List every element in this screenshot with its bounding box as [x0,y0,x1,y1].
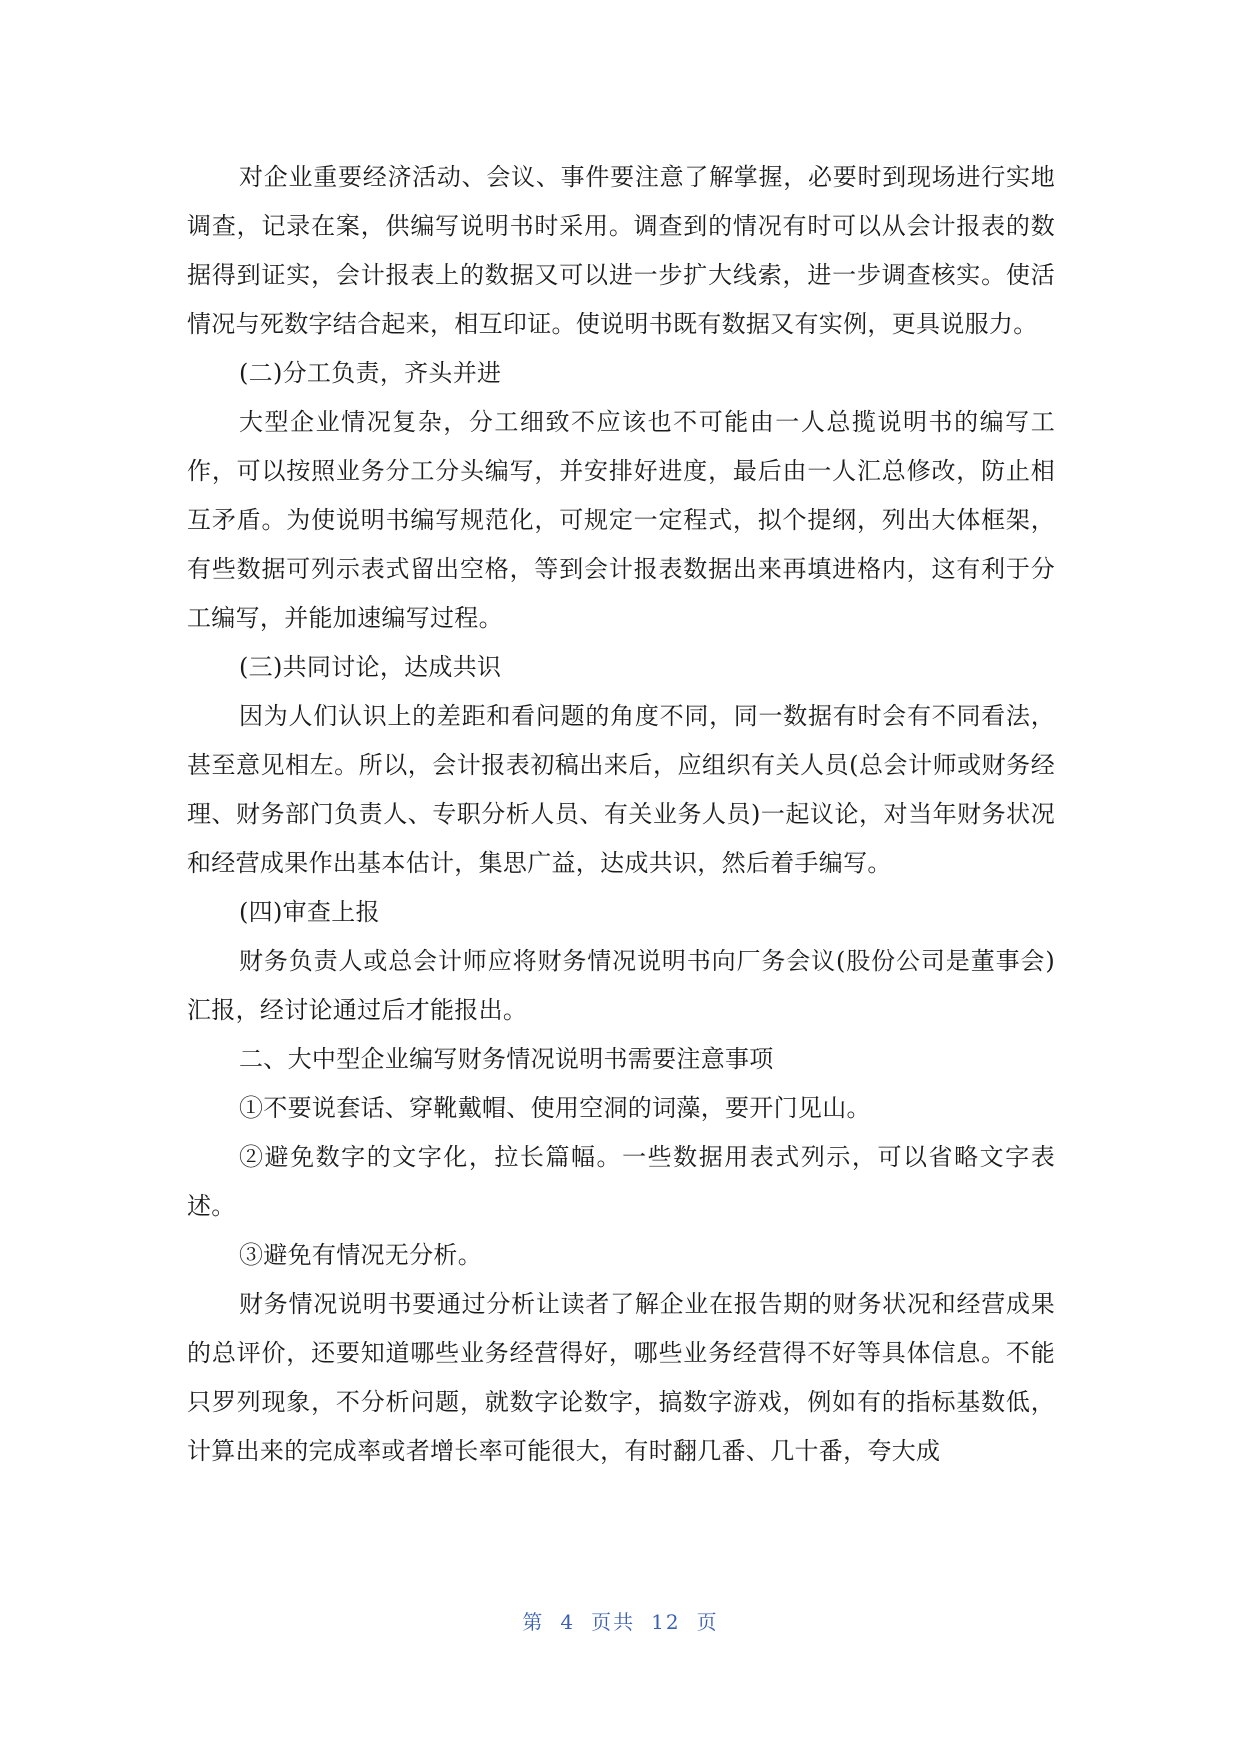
footer-current-page: 4 [560,1610,576,1634]
section-heading: (二)分工负责，齐头并进 [239,359,502,387]
list-item: ①不要说套话、穿靴戴帽、使用空洞的词藻，要开门见山。 [239,1094,871,1122]
section-heading: 二、大中型企业编写财务情况说明书需要注意事项 [239,1045,774,1073]
list-item: ②避免数字的文字化，拉长篇幅。一些数据用表式列示，可以省略文字表述。 [187,1143,1055,1220]
section-heading: (四)审查上报 [239,898,380,926]
paragraph: 大型企业情况复杂，分工细致不应该也不可能由一人总揽说明书的编写工作，可以按照业务分工分头编写，并安排好进度，最后由一人汇总修改，防止相互矛盾。为使说明书编写规范化，可规定一定程式，拟个提纲，列出大体框架，有些数据可列示表式留出空格，等到会计报表数据出来再填进格内，这有利于分工编写，并能加速编写过程。 [187,408,1055,632]
paragraph: 因为人们认识上的差距和看问题的角度不同，同一数据有时会有不同看法，甚至意见相左。所以，会计报表初稿出来后，应组织有关人员(总会计师或财务经理、财务部门负责人、专职分析人员、有关业务人员)一起议论，对当年财务状况和经营成果作出基本估计，集思广益，达成共识，然后着手编写。 [187,702,1055,877]
paragraph: 财务负责人或总会计师应将财务情况说明书向厂务会议(股份公司是董事会)汇报，经讨论通过后才能报出。 [187,947,1055,1024]
footer-suffix: 页 [696,1610,719,1634]
footer-prefix: 第 [522,1610,545,1634]
footer-total-pages: 12 [651,1610,681,1634]
paragraph: 对企业重要经济活动、会议、事件要注意了解掌握，必要时到现场进行实地调查，记录在案，供编写说明书时采用。调查到的情况有时可以从会计报表的数据得到证实，会计报表上的数据又可以进一步扩大线索，进一步调查核实。使活情况与死数字结合起来，相互印证。使说明书既有数据又有实例，更具说服力。 [187,163,1055,338]
list-item: ③避免有情况无分析。 [239,1241,482,1269]
paragraph: 财务情况说明书要通过分析让读者了解企业在报告期的财务状况和经营成果的总评价，还要知道哪些业务经营得好，哪些业务经营得不好等具体信息。不能只罗列现象，不分析问题，就数字论数字，搞数字游戏，例如有的指标基数低，计算出来的完成率或者增长率可能很大，有时翻几番、几十番，夸大成 [187,1290,1055,1465]
page-footer [0,1606,1241,1635]
document-body [187,153,1055,1476]
section-heading: (三)共同讨论，达成共识 [239,653,502,681]
footer-middle: 页共 [591,1610,636,1634]
